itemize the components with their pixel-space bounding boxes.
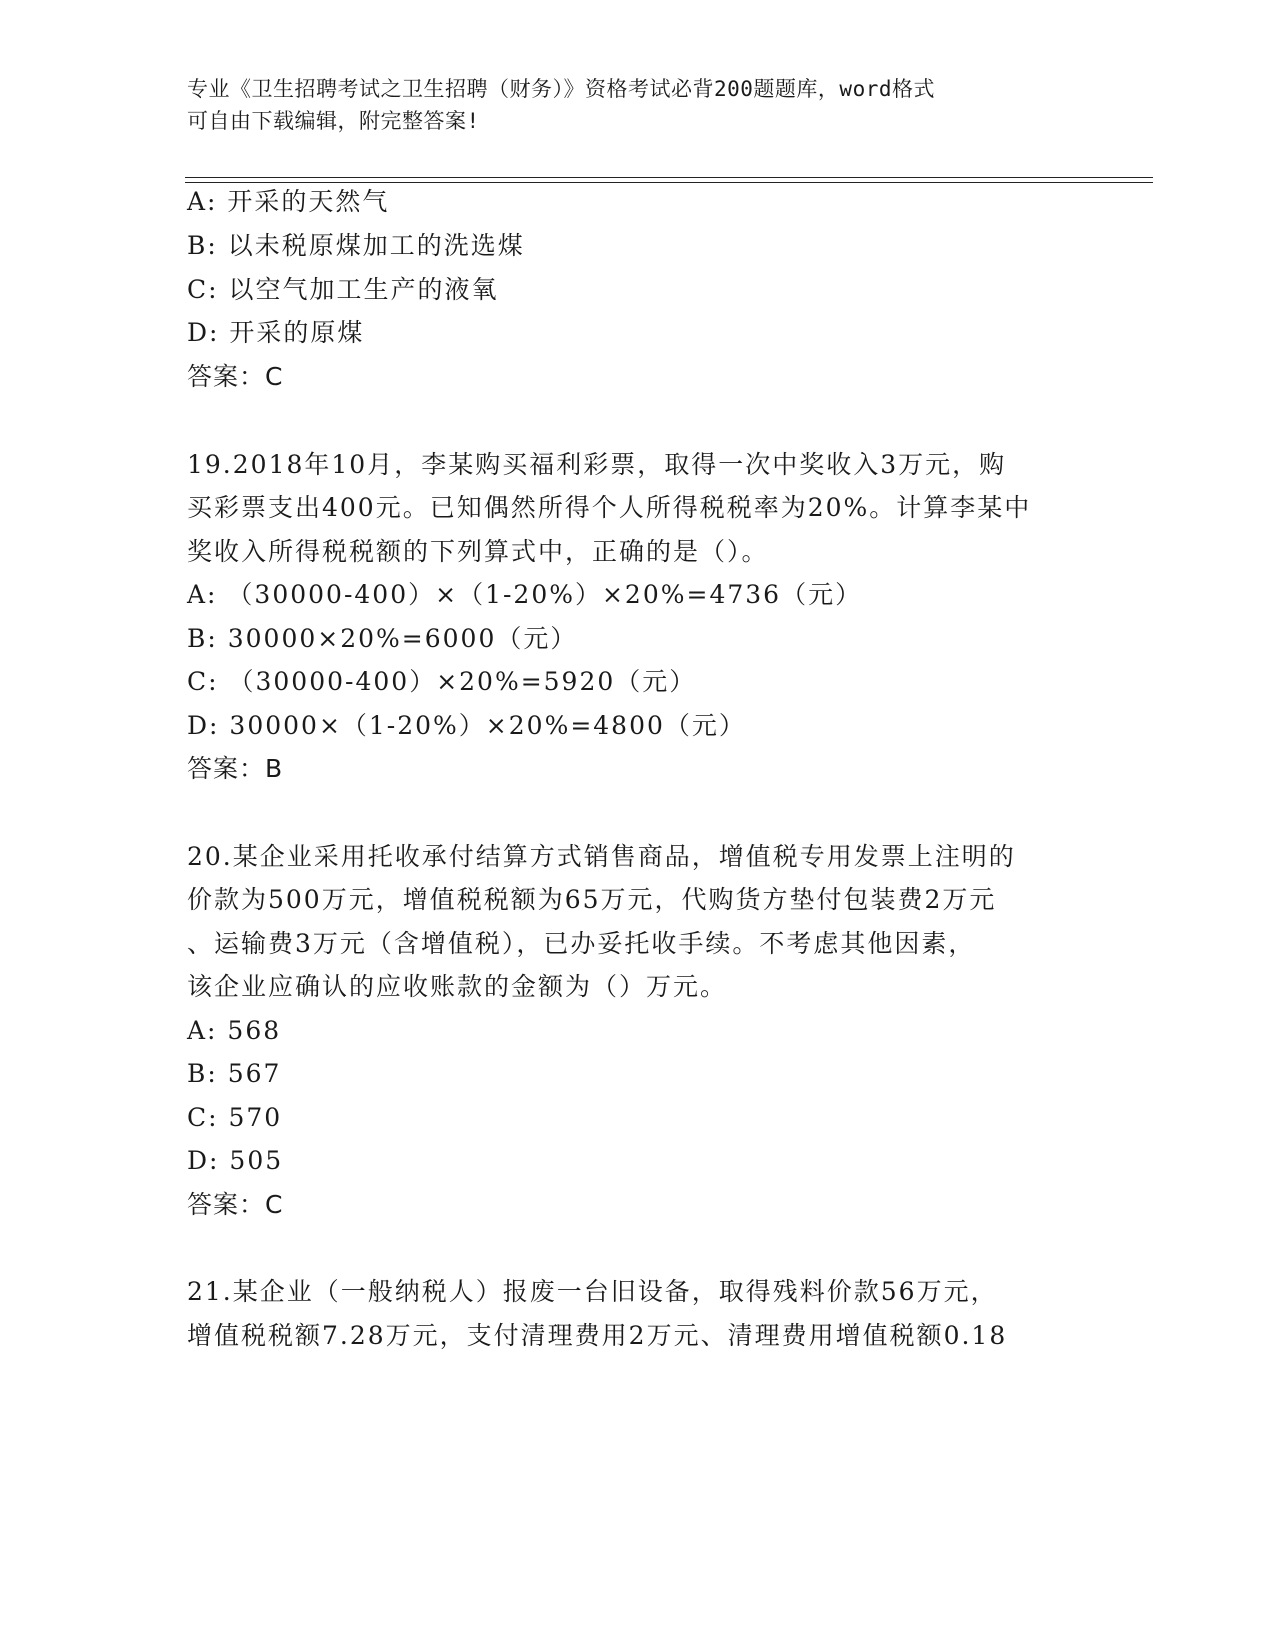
- q18-option-b: B: 以未税原煤加工的洗选煤: [187, 231, 525, 260]
- q20-stem-line-3: 、运输费3万元（含增值税），已办妥托收手续。不考虑其他因素，: [187, 929, 976, 958]
- q20-option-a: A: 568: [187, 1016, 282, 1045]
- q21-stem-line-2: 增值税税额7.28万元，支付清理费用2万元、清理费用增值税额0.18: [187, 1321, 1008, 1350]
- q19-option-c: C: （30000-400）×20%=5920（元）: [187, 667, 697, 696]
- q20-stem-line-2: 价款为500万元，增值税税额为65万元，代购货方垫付包装费2万元: [187, 885, 997, 914]
- q19-answer: 答案：B: [187, 754, 284, 783]
- q18-option-c: C: 以空气加工生产的液氧: [187, 275, 499, 304]
- header-line-2: 可自由下载编辑，附完整答案!: [187, 109, 480, 133]
- q19-stem-line-3: 奖收入所得税税额的下列算式中，正确的是（）。: [187, 537, 769, 566]
- q19-stem-line-2: 买彩票支出400元。已知偶然所得个人所得税税率为20%。计算李某中: [187, 493, 1032, 522]
- q21-stem-line-1: 21.某企业（一般纳税人）报废一台旧设备，取得残料价款56万元，: [187, 1277, 998, 1306]
- q20-option-b: B: 567: [187, 1059, 282, 1088]
- q20-option-c: C: 570: [187, 1103, 283, 1132]
- q18-option-d: D: 开采的原煤: [187, 318, 365, 347]
- q19-option-d: D: 30000×（1-20%）×20%=4800（元）: [187, 711, 746, 740]
- q18-option-a: A: 开采的天然气: [187, 187, 390, 216]
- q19-option-a: A: （30000-400）×（1-20%）×20%=4736（元）: [187, 580, 863, 609]
- header-divider-bottom: [185, 182, 1153, 183]
- document-header: [187, 73, 1087, 137]
- q20-answer: 答案：C: [187, 1190, 284, 1219]
- q19-option-b: B: 30000×20%=6000（元）: [187, 624, 578, 653]
- q19-stem-line-1: 19.2018年10月，李某购买福利彩票，取得一次中奖收入3万元，购: [187, 450, 1007, 479]
- q20-stem-line-4: 该企业应确认的应收账款的金额为（）万元。: [187, 972, 728, 1001]
- q20-stem-line-1: 20.某企业采用托收承付结算方式销售商品，增值税专用发票上注明的: [187, 842, 1016, 871]
- header-divider-top: [185, 177, 1153, 178]
- q20-option-d: D: 505: [187, 1146, 284, 1175]
- header-line-1: 专业《卫生招聘考试之卫生招聘（财务）》资格考试必背200题题库，word格式: [187, 77, 935, 101]
- q18-answer: 答案：C: [187, 362, 284, 391]
